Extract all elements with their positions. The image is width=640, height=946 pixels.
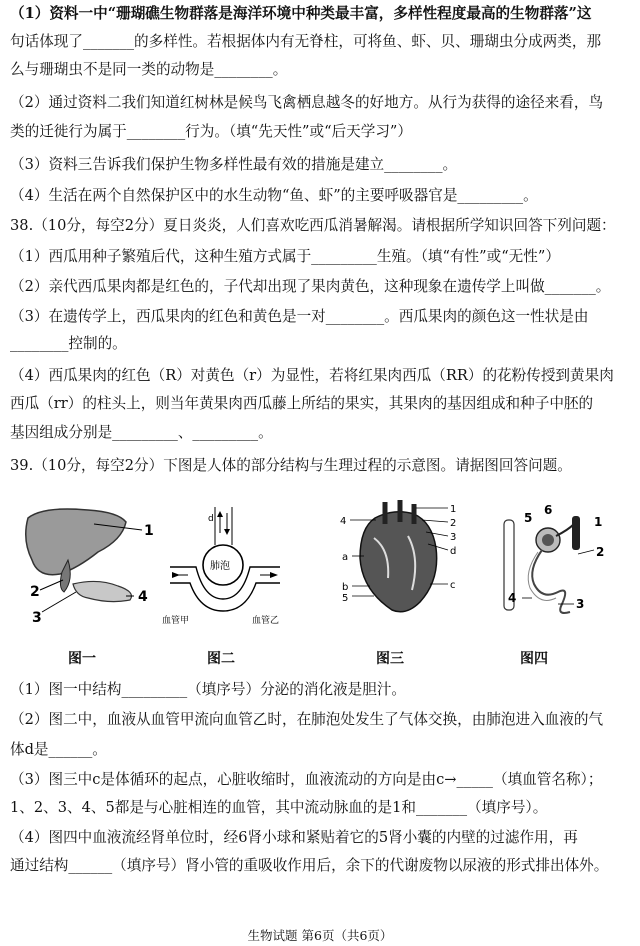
text-line: ________控制的。	[10, 335, 127, 352]
text-line: （3）资料三告诉我们保护生物多样性最有效的措施是建立________。	[10, 156, 458, 173]
text-line: （1）资料一中“珊瑚礁生物群落是海洋环境中种类最丰富，多样性程度最高的生物群落”这	[10, 5, 592, 22]
figure-4-nephron-diagram	[498, 500, 618, 625]
fig3-label: 2	[450, 518, 457, 529]
fig4-label: 6	[544, 503, 553, 517]
text-line: （4）图四中血液流经肾单位时，经6肾小球和紧贴着它的5肾小囊的内壁的过滤作用，再	[10, 829, 578, 846]
figure-2-alveolus-diagram	[160, 505, 290, 625]
text-line: （2）图二中，血液从血管甲流向血管乙时，在肺泡处发生了气体交换，由肺泡进入血液的气	[10, 711, 604, 728]
fig1-label: 3	[32, 610, 42, 625]
text-line: （3）在遗传学上，西瓜果肉的红色和黄色是一对________。西瓜果肉的颜色这一性状是由	[10, 308, 589, 325]
fig3-label: 5	[342, 593, 349, 604]
fig1-label: 2	[30, 584, 40, 600]
text-line: （4）生活在两个自然保护区中的水生动物“鱼、虾”的主要呼吸器官是_________。	[10, 187, 538, 204]
text-line: （2）通过资料二我们知道红树林是候鸟飞禽栖息越冬的好地方。从行为获得的途径来看，鸟	[10, 94, 604, 111]
fig4-label: 5	[524, 511, 533, 525]
fig2-vessel-a-label: 血管甲	[162, 616, 190, 625]
fig4-label: 4	[508, 591, 517, 605]
text-line: 通过结构______（填序号）肾小管的重吸收作用后，余下的代谢废物以尿液的形式排出体外。	[10, 857, 609, 874]
text-line: 1、2、3、4、5都是与心脏相连的血管，其中流动脉血的是1和_______（填序号）。	[10, 799, 548, 816]
figure-1-caption: 图一	[68, 651, 96, 667]
text-line: （1）西瓜用种子繁殖后代，这种生殖方式属于_________生殖。（填“有性”或“无性”）	[10, 248, 560, 265]
fig3-label: 1	[450, 504, 457, 515]
fig3-label: 3	[450, 532, 457, 543]
text-line: 么与珊瑚虫不是同一类的动物是________。	[10, 61, 288, 78]
text-line: （4）西瓜果肉的红色（R）对黄色（r）为显性，若将红果肉西瓜（RR）的花粉传授到黄果肉	[10, 367, 614, 384]
fig3-label: c	[450, 580, 456, 591]
fig3-label: d	[450, 546, 457, 557]
text-line: 西瓜（rr）的柱头上，则当年黄果肉西瓜藤上所结的果实，其果肉的基因组成和种子中胚的	[10, 395, 594, 412]
fig1-label: 4	[138, 589, 148, 605]
fig2-label-d: d	[208, 514, 214, 524]
text-line: （2）亲代西瓜果肉都是红色的，子代却出现了果肉黄色，这种现象在遗传学上叫做_______。	[10, 278, 611, 295]
text-line: 基因组成分别是_________、_________。	[10, 424, 273, 441]
figure-2-caption: 图二	[207, 651, 235, 667]
fig3-label: b	[342, 582, 349, 593]
text-line: 38.（10分，每空2分）夏日炎炎，人们喜欢吃西瓜消暑解渴。请根据所学知识回答下列问题：	[10, 217, 616, 234]
fig3-label: 4	[340, 516, 347, 527]
fig4-label: 3	[576, 597, 585, 611]
fig4-label: 1	[594, 515, 603, 529]
text-line: （1）图一中结构_________（填序号）分泌的消化液是胆汁。	[10, 681, 407, 698]
page-footer: 生物试题 第6页（共6页）	[247, 928, 393, 943]
fig2-alveolus-label: 肺泡	[210, 561, 230, 572]
figure-3-heart-diagram	[330, 498, 470, 623]
text-line: 39.（10分，每空2分）下图是人体的部分结构与生理过程的示意图。请据图回答问题。	[10, 457, 572, 474]
fig2-vessel-b-label: 血管乙	[252, 616, 280, 625]
fig4-label: 2	[596, 545, 605, 559]
figure-1-liver-diagram	[18, 500, 158, 625]
text-line: 句话体现了_______的多样性。若根据体内有无脊柱，可将鱼、虾、贝、珊瑚虫分成两类，那	[10, 33, 602, 50]
text-line: （3）图三中c是体循环的起点，心脏收缩时，血液流动的方向是由c→_____（填血管名称）；	[10, 771, 603, 788]
fig1-label: 1	[144, 523, 154, 539]
fig3-label: a	[342, 552, 349, 563]
figure-3-caption: 图三	[376, 651, 404, 667]
figure-4-caption: 图四	[520, 651, 548, 667]
text-line: 类的迁徙行为属于________行为。（填“先天性”或“后天学习”）	[10, 123, 412, 140]
text-line: 体d是______。	[10, 741, 107, 758]
